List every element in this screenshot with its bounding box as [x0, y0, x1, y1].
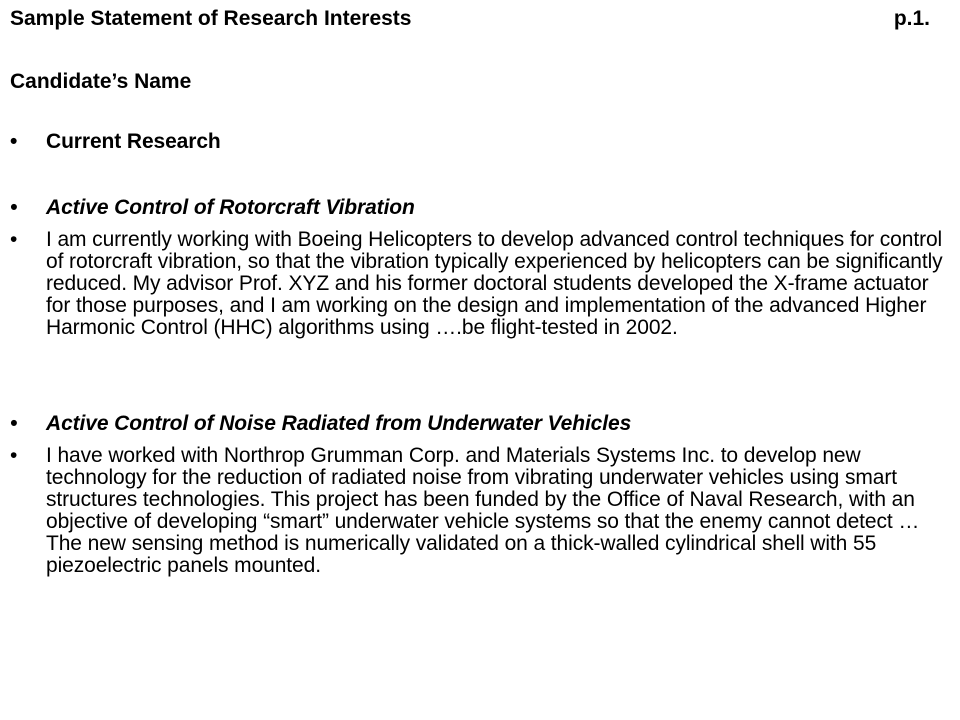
bullet-icon: •	[10, 130, 18, 153]
candidate-name: Candidate’s Name	[10, 70, 192, 93]
bullet-icon: •	[10, 444, 18, 467]
subsection-heading: Active Control of Rotorcraft Vibration	[46, 196, 415, 219]
page-number: p.1.	[893, 7, 930, 30]
bullet-icon: •	[10, 412, 18, 435]
list-item	[10, 229, 945, 339]
section-heading: Current Research	[46, 130, 221, 153]
list-item	[10, 131, 945, 153]
document-header	[10, 6, 930, 36]
list-item	[10, 197, 945, 219]
bullet-icon: •	[10, 228, 18, 251]
paragraph-text: I have worked with Northrop Grumman Corp. and Materials Systems Inc. to develop new technology for the reduction of radiated noise from vibrating underwater vehicles using smart structures technologies. This project has been funded by the Office of Naval Research, with an objective of developing “smart” underwater vehicle systems so that the enemy cannot detect …The new sensing method is numerically validated on a thick-walled cylindrical shell with 55 piezoelectric panels mounted.	[46, 444, 920, 577]
document-title: Sample Statement of Research Interests	[10, 7, 412, 30]
bullet-icon: •	[10, 196, 18, 219]
subsection-heading: Active Control of Noise Radiated from Underwater Vehicles	[46, 412, 632, 435]
paragraph-text: I am currently working with Boeing Helicopters to develop advanced control techniques for control of rotorcraft vibration, so that the vibration typically experienced by helicopters can be significantly reduced. My advisor Prof. XYZ and his former doctoral students developed the X-frame actuator for those purposes, and I am working on the design and implementation of the advanced Higher Harmonic Control (HHC) algorithms using ….be flight-tested in 2002.	[46, 228, 943, 339]
list-item	[10, 413, 945, 435]
list-item	[10, 445, 945, 577]
